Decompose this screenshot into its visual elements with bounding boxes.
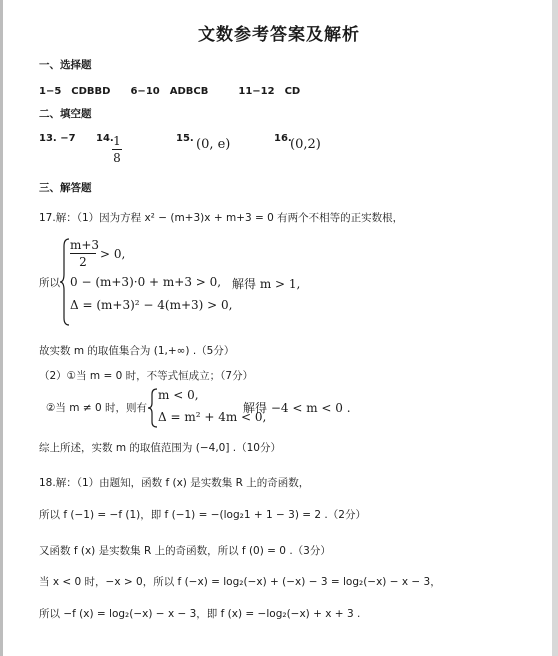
answer-14-label: 14. (96, 133, 114, 144)
q17-conclusion1: 故实数 m 的取值集合为 (1,+∞) .（5分） (39, 345, 235, 357)
fraction-numerator: m+3 (70, 238, 100, 252)
q17-case2-line1: m < 0, (158, 388, 199, 402)
q18-line3: 又函数 f (x) 是实数集 R 上的奇函数，所以 f (0) = 0 .（3分） (39, 545, 331, 557)
q17-summary: 综上所述，实数 m 的取值范围为 (−4,0] .（10分） (39, 442, 281, 454)
answer-15-value: (0, e) (196, 137, 231, 152)
q17-case2-result: 解得 −4 < m < 0 . (243, 401, 351, 415)
section-heading-fill: 二、填空题 (39, 108, 92, 120)
q18-line4: 当 x < 0 时，−x > 0，所以 f (−x) = log₂(−x) + (−x) − 3 = log₂(−x) − x − 3， (39, 576, 441, 588)
page-right-edge (552, 0, 558, 656)
answer-15-label: 15. (176, 133, 194, 144)
q18-line5: 所以 −f (x) = log₂(−x) − x − 3，即 f (x) = −log₂(−x) + x + 3 . (39, 608, 361, 620)
q17-system-line1: > 0, (100, 247, 126, 261)
q17-system-brace (62, 238, 70, 326)
q17-system-line3: Δ = (m+3)² − 4(m+3) > 0, (70, 298, 233, 312)
section-heading-solution: 三、解答题 (39, 182, 92, 194)
answer-16-label: 16. (274, 133, 292, 144)
q17-case2-brace (150, 388, 158, 428)
answer-14-fraction (112, 134, 122, 165)
q17-system-fraction (70, 238, 100, 269)
q18-line1: 18.解：（1）由题知，函数 f (x) 是实数集 R 上的奇函数， (39, 477, 310, 489)
q17-part2-case2-prefix: ②当 m ≠ 0 时，则有 (46, 402, 147, 414)
q17-case2-line2: Δ = m² + 4m < 0, (158, 410, 267, 424)
q17-solve-note: 解得 m > 1, (232, 277, 301, 291)
q18-line2: 所以 f (−1) = −f (1)，即 f (−1) = −(log₂1 + 1 − 3) = 2 .（2分） (39, 509, 366, 521)
page-left-edge (0, 0, 3, 656)
choice-answers: 1−5 CDBBD 6−10 ADBCB 11−12 CD (39, 86, 301, 97)
document-title: 文数参考答案及解析 (198, 25, 360, 45)
section-heading-choice: 一、选择题 (39, 59, 92, 71)
q17-system-line2: 0 − (m+3)·0 + m+3 > 0, (70, 275, 222, 289)
fraction-denominator: 8 (113, 151, 121, 165)
answer-16-value: (0,2) (290, 137, 321, 152)
fraction-denominator: 2 (79, 255, 87, 269)
q17-intro: 17.解：（1）因为方程 x² − (m+3)x + m+3 = 0 有两个不相等的正实数根， (39, 212, 404, 224)
answer-13: 13. −7 (39, 133, 76, 144)
q17-so-label: 所以 (39, 277, 60, 289)
q17-part2-case1: （2）①当 m = 0 时，不等式恒成立；（7分） (39, 370, 254, 382)
fraction-numerator: 1 (113, 134, 121, 148)
